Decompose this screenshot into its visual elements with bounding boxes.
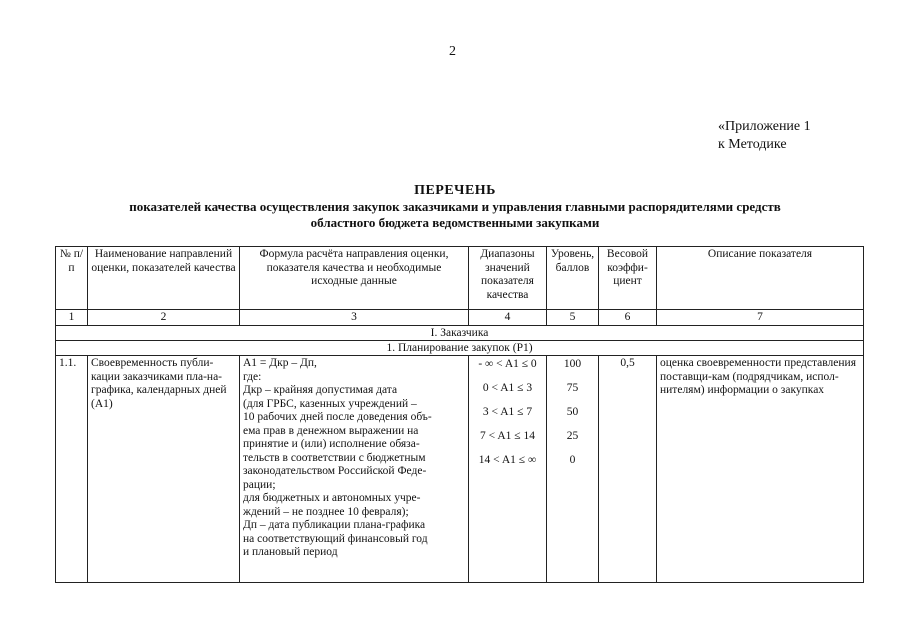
formula-line: законодательством Российской Феде- <box>243 465 427 477</box>
range-value: 3 < A1 ≤ 7 <box>482 406 533 418</box>
header-description: Описание показателя <box>657 247 864 310</box>
indicator-name: Своевременность публи-кации заказчиками пла-на-графика, календарных дней (A1) <box>88 356 240 583</box>
level-value: 50 <box>566 406 579 418</box>
subsection-title: 1. Планирование закупок (P1) <box>56 341 864 356</box>
formula-line: ждений – не позднее 10 февраля); <box>243 505 409 518</box>
row-number: 1.1. <box>56 356 88 583</box>
weight-cell: 0,5 <box>599 356 657 583</box>
header-name: Наименование направлений оценки, показателей качества <box>88 247 240 310</box>
column-numbers-row <box>56 310 864 326</box>
column-number: 2 <box>88 310 240 326</box>
column-number: 7 <box>657 310 864 326</box>
appendix-line-2: к Методике <box>718 137 787 152</box>
formula-line: Дп – дата публикации плана-графика <box>243 519 426 531</box>
range-value: - ∞ < A1 ≤ 0 <box>478 358 537 370</box>
page-number: 2 <box>449 44 456 59</box>
levels-cell <box>547 356 599 583</box>
level-value: 100 <box>563 358 582 370</box>
range-value: 7 < A1 ≤ 14 <box>480 430 535 442</box>
header-formula: Формула расчёта направления оценки, показателя качества и необходимые исходные данные <box>240 247 469 310</box>
indicators-table <box>55 246 864 583</box>
header-weight: Весовой коэффи-циент <box>599 247 657 310</box>
formula-line: рации; <box>243 478 276 491</box>
formula-line: 10 рабочих дней после доведения объ- <box>243 411 432 423</box>
document-title <box>40 183 870 231</box>
title-line-1: показателей качества осуществления закупок заказчиками и управления главными распорядителями средств <box>129 199 781 214</box>
formula-line: ема прав в денежном выражении на <box>243 424 419 437</box>
header-level: Уровень, баллов <box>547 247 599 310</box>
table-row <box>56 356 864 583</box>
formula-line: A1 = Дкр – Дп, <box>243 357 317 369</box>
column-number: 3 <box>240 310 469 326</box>
formula-line: на соответствующий финансовый год <box>243 532 428 545</box>
range-value: 0 < A1 ≤ 3 <box>482 382 533 394</box>
subsection-row <box>56 341 864 356</box>
range-value: 14 < A1 ≤ ∞ <box>478 454 537 466</box>
title-main: ПЕРЕЧЕНЬ <box>414 183 496 198</box>
formula-line: принятие и (или) исполнение обяза- <box>243 438 420 450</box>
appendix-line-1: «Приложение 1 <box>718 119 811 134</box>
ranges-cell <box>469 356 547 583</box>
section-title: I. Заказчика <box>56 326 864 341</box>
formula-line: Дкр – крайняя допустимая дата <box>243 384 398 396</box>
table-header-row <box>56 247 864 310</box>
title-line-2: областного бюджета ведомственными закупками <box>310 215 600 230</box>
formula-cell <box>240 356 469 583</box>
formula-line: тельств в соответствии с бюджетным <box>243 451 426 464</box>
header-number: № п/п <box>56 247 88 310</box>
column-number: 1 <box>56 310 88 326</box>
description-cell: оценка своевременности представления поставщи-кам (подрядчикам, испол-нителям) информации о закупках <box>657 356 864 583</box>
level-value: 0 <box>569 454 576 466</box>
formula-line: (для ГРБС, казенных учреждений – <box>243 397 417 410</box>
formula-line: где: <box>243 370 262 383</box>
header-ranges: Диапазоны значений показателя качества <box>469 247 547 310</box>
formula-line: и плановый период <box>243 546 338 558</box>
column-number: 6 <box>599 310 657 326</box>
column-number: 5 <box>547 310 599 326</box>
level-value: 25 <box>566 430 579 442</box>
section-row <box>56 326 864 341</box>
level-value: 75 <box>566 382 579 394</box>
column-number: 4 <box>469 310 547 326</box>
appendix-note <box>718 118 811 154</box>
formula-line: для бюджетных и автономных учре- <box>243 492 421 504</box>
